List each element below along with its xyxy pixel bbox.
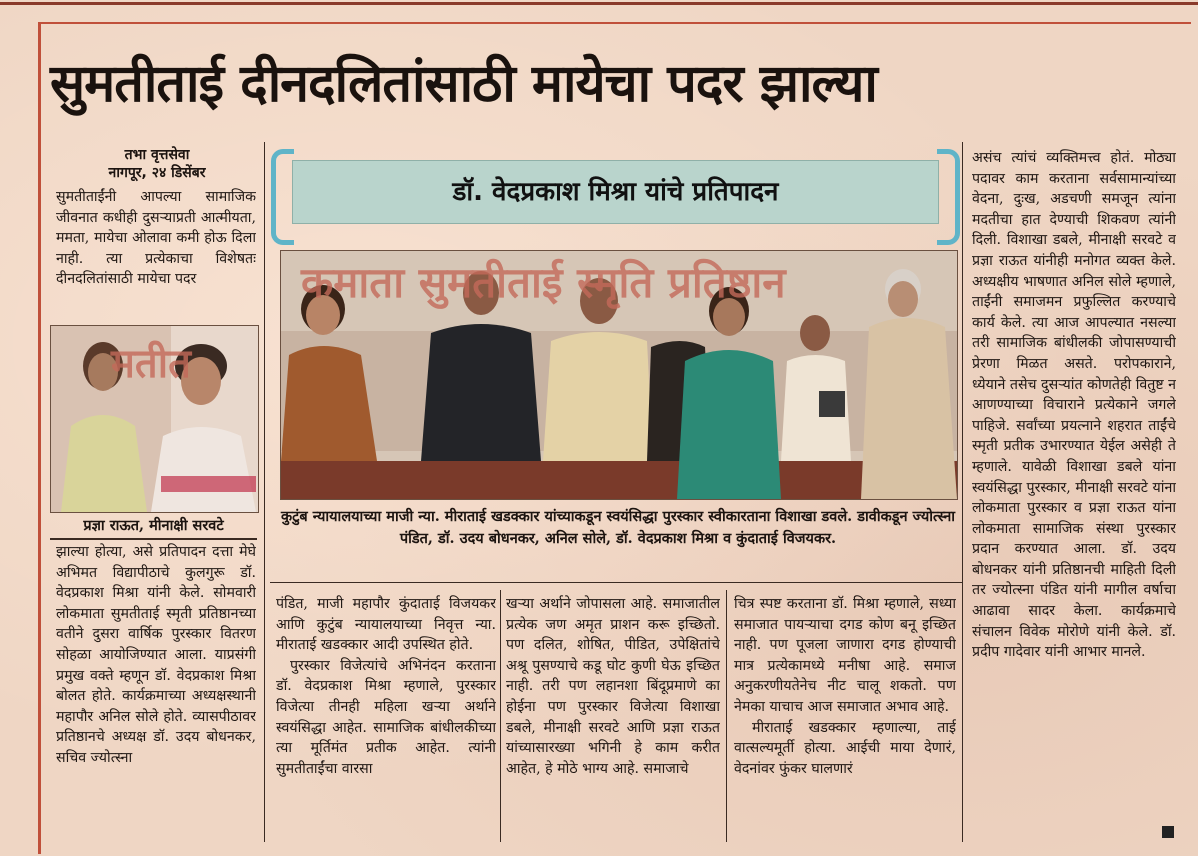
column-rule-4 (962, 142, 963, 842)
top-rule (0, 2, 1198, 5)
column-1-top-text: सुमतीताईंनी आपल्या सामाजिक जीवनात कधीही दुसऱ्याप्रती आत्मीयता, ममता, मायेचा ओलावा कमी होऊ दिला नाही. त्या प्रत्येकाचा विशेषतः दीनदलितांसाठी मायेचा पदर (56, 189, 256, 288)
photo-block-rule (270, 582, 962, 583)
photo-small-caption: प्रज्ञा राऊत, मीनाक्षी सरवटे (83, 517, 224, 534)
byline-dateline: नागपूर, २४ डिसेंबर (108, 165, 206, 181)
column-1-bottom (56, 542, 256, 842)
right-bracket-icon (937, 149, 960, 245)
column-2 (276, 594, 496, 844)
photo-main-caption: कुटुंब न्यायालयाच्या माजी न्या. मीराताई खडक्कार यांच्याकडून स्वयंसिद्धा पुरस्कार स्वीकारताना विशाखा डवले. डावीकडून ज्योत्स्ना पंडित, डॉ. उदय बोधनकर, अनिल सोले, डॉ. वेदप्रकाश मिश्रा व कुंदाताई विजयकर. (280, 508, 956, 547)
column-1-bottom-text: झाल्या होत्या, असे प्रतिपादन दत्ता मेघे अभिमत विद्यापीठाचे कुलगुरू डॉ. वेदप्रकाश मिश्रा यांनी केले. सोमवारी लोकमाता सुमतीताई स्मृती प्रतिष्ठानच्या वतीने दुसरा वार्षिक पुरस्कार वितरण सोहळा आयोजिण्यात आला. याप्रसंगी प्रमुख वक्ते म्हणून डॉ. वेदप्रकाश मिश्रा बोलत होते. कार्यक्रमाच्या अध्यक्षस्थानी महापौर अनिल सोले होते. व्यासपीठावर प्रतिष्ठानचे अध्यक्ष डॉ. उदय बोधनकर, सचिव ज्योत्स्ना (56, 544, 256, 766)
photo-small-banner: मतीत (111, 341, 191, 387)
caption-rule (50, 538, 257, 540)
left-bracket-icon (271, 149, 294, 245)
byline-agency: तभा वृत्तसेवा (124, 147, 190, 163)
photo-main-banner: कमाता सुमतीताई स्मृति प्रतिष्ठान (301, 258, 786, 307)
byline (62, 146, 252, 182)
column-3-text: खऱ्या अर्थाने जोपासला आहे. समाजातील प्रत्येक जण अमृत प्राशन करू इच्छितो. पण दलित, शोषित, पीडित, उपेक्षितांचे अश्रू पुसण्याचे कडू घोट कुणी घेऊ इच्छित नाही. तरी पण लहानशा बिंदूप्रमाणे का होईना पण पुरस्कार विजेत्या विशाखा डबले, मीनाक्षी सरवटे आणि प्रज्ञा राऊत यांच्यासारख्या भगिनी हे काम करीत आहेत, हे मोठे भाग्य आहे. समाजाचे (506, 596, 720, 777)
column-rule-1 (264, 142, 265, 842)
column-4-para-2: मीराताई खडक्कार म्हणाल्या, ताई वात्सल्यमूर्ती होत्या. आईची माया देणारं, वेदनांवर फुंकर घालणारं (734, 719, 956, 777)
column-2-para-1: पंडित, माजी महापौर कुंदाताई विजयकर आणि कुटुंब न्यायालयाच्या निवृत्त न्या. मीराताई खडक्कार आदी उपस्थित होते. (276, 596, 496, 654)
column-5 (972, 148, 1176, 842)
column-5-text: असंच त्यांचं व्यक्तिमत्त्व होतं. मोठ्या पदावर काम करताना सर्वसामान्यांच्या वेदना, दुःख, अडचणी समजून त्यांना मदतीचा हात देण्याची शिकवण त्यांनी दिली. विशाखा डबले, मीनाक्षी सरवटे व प्रज्ञा राऊत यांनीही मनोगत व्यक्त केले. अध्यक्षीय भाषणात अनिल सोले म्हणाले, ताईंनी समाजमन प्रफुल्लित करण्याचे कार्य केले. त्या आज आपल्यात नसल्या तरी सामाजिक बांधीलकी जोपासण्याची प्रेरणा मिळत असते. परोपकाराने, ध्येयाने तसेच दुसऱ्यांत कोणतेही वितुष्ट न आणण्याच्या विचाराने प्रत्येकाने जगले पाहिजे. सर्वांच्या प्रयत्नाने शहरात ताईंचे स्मृती प्रतीक उभारण्यात येईल असेही ते म्हणाले. यावेळी विशाखा डबले यांना स्वयंसिद्धा पुरस्कार, मीनाक्षी सरवटे यांना लोकमाता पुरस्कार व प्रज्ञा राऊत यांना लोकमाता सामाजिक संस्था पुरस्कार प्रदान करण्यात आला. डॉ. उदय बोधनकर यांनी प्रतिष्ठानची माहिती दिली तर ज्योत्स्ना पंडित यांनी मागील वर्षाचा आढावा सादर केला. कार्यक्रमाचे संचालन विवेक मोरोणे यांनी केले. डॉ. प्रदीप गादेवार यांनी आभार मानले. (972, 150, 1176, 661)
column-rule-2 (500, 590, 501, 842)
end-mark-icon (1162, 826, 1174, 838)
column-3 (506, 594, 720, 844)
photo-small (50, 325, 259, 513)
column-rule-3 (726, 590, 727, 842)
photo-main (280, 250, 958, 500)
column-1-top (56, 187, 256, 319)
subheadline-box (292, 160, 939, 224)
column-4 (734, 594, 956, 844)
headline: सुमतीताई दीनदलितांसाठी मायेचा पदर झाल्या (50, 54, 877, 114)
subheadline: डॉ. वेदप्रकाश मिश्रा यांचे प्रतिपादन (452, 177, 779, 207)
column-2-para-2: पुरस्कार विजेत्यांचे अभिनंदन करताना डॉ. वेदप्रकाश मिश्रा म्हणाले, पुरस्कार विजेत्या तीनही महिला खऱ्या अर्थाने स्वयंसिद्धा आहेत. सामाजिक बांधीलकीच्या त्या मूर्तिमंत प्रतीक आहेत. त्यांनी सुमतीताईंचा वारसा (276, 657, 496, 777)
column-4-para-1: चित्र स्पष्ट करताना डॉ. मिश्रा म्हणाले, सध्या समाजात पायऱ्याचा दगड कोण बनू इच्छित नाही. पण पूजला जाणारा दगड होण्याची मात्र प्रत्येकामध्ये मनीषा आहे. समाज अनुकरणीयतेनेच नीट चालू शकतो. पण नेमका याचाच आज समाजात अभाव आहे. (734, 596, 956, 715)
